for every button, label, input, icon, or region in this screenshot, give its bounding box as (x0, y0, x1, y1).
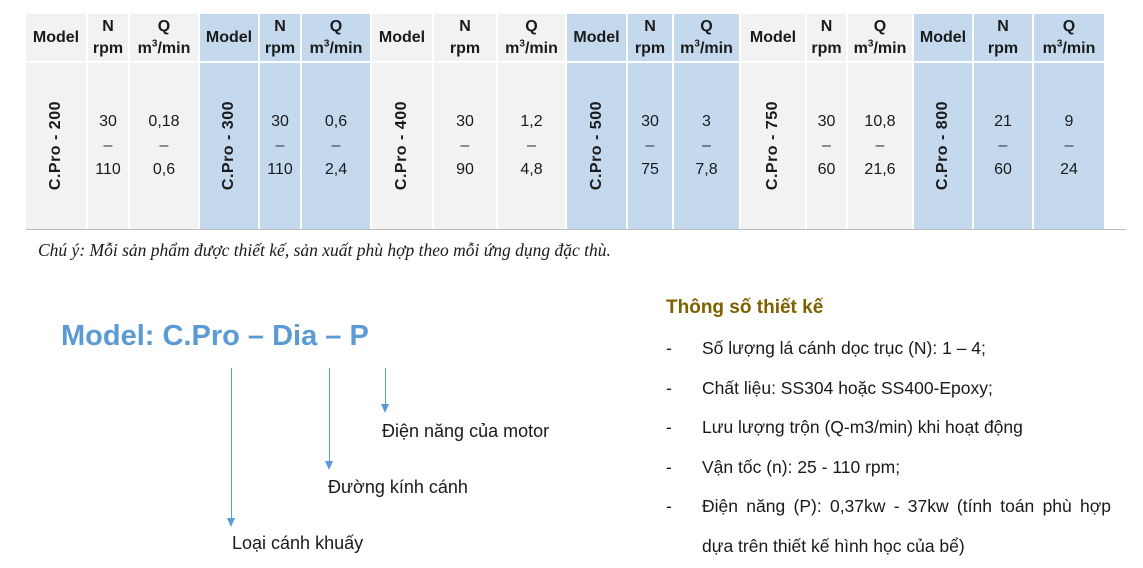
header-q-unit-sup: 3 (151, 38, 158, 50)
model-cell (914, 63, 974, 229)
params-item (666, 448, 1111, 488)
model-name: C.Pro - 500 (587, 101, 605, 191)
q-min: 1,2 (520, 113, 543, 130)
arrow-power-line (385, 368, 386, 406)
header-q-label: Q (873, 17, 887, 35)
range-dash: – (822, 137, 831, 154)
q-range-cell (1034, 63, 1106, 229)
header-model-label: Model (205, 28, 253, 46)
header-n (260, 14, 302, 63)
model-name: C.Pro - 800 (934, 101, 951, 191)
header-model (200, 14, 260, 63)
n-max: 110 (267, 161, 293, 178)
params-item (666, 487, 1111, 566)
header-n (807, 14, 848, 63)
header-model (26, 14, 88, 63)
header-n (974, 14, 1034, 63)
q-max: 21,6 (864, 161, 896, 178)
header-model-label: Model (919, 28, 967, 46)
arrow-type-line (231, 368, 232, 518)
header-q (674, 14, 741, 63)
q-max: 4,8 (520, 161, 543, 178)
header-q-unit-post: /min (699, 39, 733, 57)
header-n-label: N (644, 17, 656, 35)
range-dash: – (527, 137, 536, 154)
n-min: 30 (641, 113, 659, 130)
q-max: 0,6 (152, 161, 176, 178)
n-min: 30 (456, 113, 474, 130)
header-q-unit (310, 38, 363, 60)
note-text: Chú ý: Mỗi sản phẩm được thiết kế, sản xuất phù hợp theo mỗi ứng dụng đặc thù. (38, 240, 611, 260)
header-q-label: Q (329, 17, 343, 35)
q-max: 2,4 (324, 161, 348, 178)
q-min: 9 (1064, 113, 1074, 130)
n-min: 30 (817, 113, 836, 130)
label-type: Loại cánh khuấy (232, 533, 364, 553)
model-name: C.Pro - 750 (764, 101, 781, 191)
header-q-unit-post: /min (157, 39, 191, 57)
header-model (567, 14, 628, 63)
header-n (434, 14, 498, 63)
params-item-text: Lưu lượng trộn (Q-m3/min) khi hoạt động (702, 417, 1023, 437)
model-cell (741, 63, 807, 229)
n-range-cell (88, 63, 130, 229)
params-item (666, 369, 1111, 409)
header-q (302, 14, 372, 63)
header-n-label: N (820, 17, 833, 35)
n-range-cell (260, 63, 302, 229)
header-q-unit (680, 38, 733, 60)
header-q-unit-post: /min (873, 39, 907, 57)
model-cell (26, 63, 88, 229)
q-range-cell (848, 63, 914, 229)
arrow-diameter-head (325, 461, 333, 470)
range-dash: – (275, 137, 285, 154)
n-max: 60 (994, 161, 1012, 178)
params-item-text: Điện năng (P): 0,37kw - 37kw (tính toán phù hợp dựa trên thiết kế hình học của bể) (702, 496, 1111, 556)
arrow-power-head (381, 404, 389, 413)
n-min: 30 (271, 113, 289, 130)
arrow-type-head (227, 518, 235, 527)
q-min: 10,8 (864, 113, 896, 130)
n-range-cell (628, 63, 674, 229)
header-q-unit-pre: m (680, 39, 695, 57)
q-range-cell (302, 63, 372, 229)
range-dash: – (159, 137, 169, 154)
label-diameter: Đường kính cánh (328, 477, 468, 497)
header-model-label: Model (573, 28, 620, 46)
model-cell (372, 63, 434, 229)
header-q-unit-sup: 3 (323, 38, 330, 50)
header-n-label: N (997, 17, 1009, 35)
params-list (666, 329, 1111, 566)
params-item-text: Chất liệu: SS304 hoặc SS400-Epoxy; (702, 377, 993, 398)
header-n-unit: rpm (92, 39, 124, 57)
n-max: 75 (641, 161, 659, 178)
header-q (498, 14, 567, 63)
label-power: Điện năng của motor (382, 421, 550, 441)
header-q-unit-post: /min (524, 39, 558, 57)
range-dash: – (702, 137, 711, 154)
range-dash: – (875, 137, 885, 154)
header-q-unit-post: /min (329, 39, 363, 57)
header-q-label: Q (1062, 17, 1076, 35)
params-item-text: Số lượng lá cánh dọc trục (N): 1 – 4; (702, 338, 986, 358)
range-dash: – (645, 137, 655, 154)
bullet-dash: - (666, 338, 672, 358)
header-q-unit (854, 38, 907, 60)
header-n-label: N (274, 17, 286, 35)
model-cell (567, 63, 628, 229)
header-n-unit: rpm (449, 39, 481, 57)
header-q-unit-sup: 3 (1056, 38, 1063, 50)
bullet-dash: - (666, 456, 672, 477)
q-min: 0,6 (324, 113, 348, 130)
n-range-cell (807, 63, 848, 229)
q-max: 7,8 (695, 161, 718, 178)
header-q-unit (138, 38, 191, 60)
header-model-label: Model (378, 28, 426, 46)
q-max: 24 (1060, 161, 1078, 178)
n-max: 110 (95, 161, 121, 178)
header-q-unit-post: /min (1062, 39, 1096, 57)
header-n (628, 14, 674, 63)
header-model-label: Model (32, 28, 80, 46)
header-q-label: Q (525, 17, 538, 35)
header-model-label: Model (749, 28, 797, 46)
range-dash: – (998, 137, 1008, 154)
params-item-text: Vận tốc (n): 25 - 110 rpm; (702, 456, 901, 477)
arrow-diameter-line (329, 368, 330, 461)
q-min: 0,18 (148, 113, 180, 130)
params-item (666, 329, 1111, 369)
header-n-unit: rpm (987, 39, 1019, 57)
header-n-label: N (102, 17, 114, 35)
range-dash: – (103, 137, 113, 154)
header-n-unit: rpm (264, 39, 296, 57)
params-item (666, 408, 1111, 448)
header-model (741, 14, 807, 63)
n-max: 90 (456, 161, 474, 178)
header-n (88, 14, 130, 63)
header-n-label: N (459, 17, 471, 35)
params-title: Thông số thiết kế (666, 297, 824, 318)
q-min: 3 (702, 113, 711, 130)
bullet-dash: - (666, 377, 672, 398)
header-n-unit: rpm (634, 39, 666, 57)
q-range-cell (498, 63, 567, 229)
header-q-unit (505, 38, 558, 60)
model-cell (200, 63, 260, 229)
header-q (130, 14, 200, 63)
header-q (1034, 14, 1106, 63)
header-model (372, 14, 434, 63)
n-min: 30 (99, 113, 117, 130)
header-n-unit: rpm (811, 39, 842, 57)
bullet-dash: - (666, 496, 672, 516)
header-model (914, 14, 974, 63)
spec-table (26, 14, 1126, 230)
header-q-unit-sup: 3 (867, 38, 874, 50)
header-q-unit-sup: 3 (694, 38, 700, 50)
q-range-cell (130, 63, 200, 229)
range-dash: – (1064, 137, 1074, 154)
header-q-unit (1043, 38, 1096, 60)
model-name: C.Pro - 400 (393, 101, 410, 191)
n-range-cell (434, 63, 498, 229)
bullet-dash: - (666, 417, 672, 437)
header-q-unit-sup: 3 (519, 38, 525, 50)
header-q-label: Q (157, 17, 171, 35)
header-q (848, 14, 914, 63)
n-min: 21 (994, 113, 1012, 130)
header-q-unit-pre: m (505, 39, 520, 57)
header-q-label: Q (700, 17, 713, 35)
q-range-cell (674, 63, 741, 229)
n-max: 60 (817, 161, 836, 178)
n-range-cell (974, 63, 1034, 229)
header-q-unit-pre: m (1042, 39, 1057, 57)
range-dash: – (460, 137, 470, 154)
model-name: C.Pro - 200 (47, 101, 64, 191)
header-q-unit-pre: m (853, 39, 868, 57)
model-name: C.Pro - 300 (220, 101, 237, 191)
header-q-unit-pre: m (309, 39, 324, 57)
model-code-title: Model: C.Pro – Dia – P (61, 320, 369, 352)
header-q-unit-pre: m (137, 39, 152, 57)
range-dash: – (331, 137, 341, 154)
